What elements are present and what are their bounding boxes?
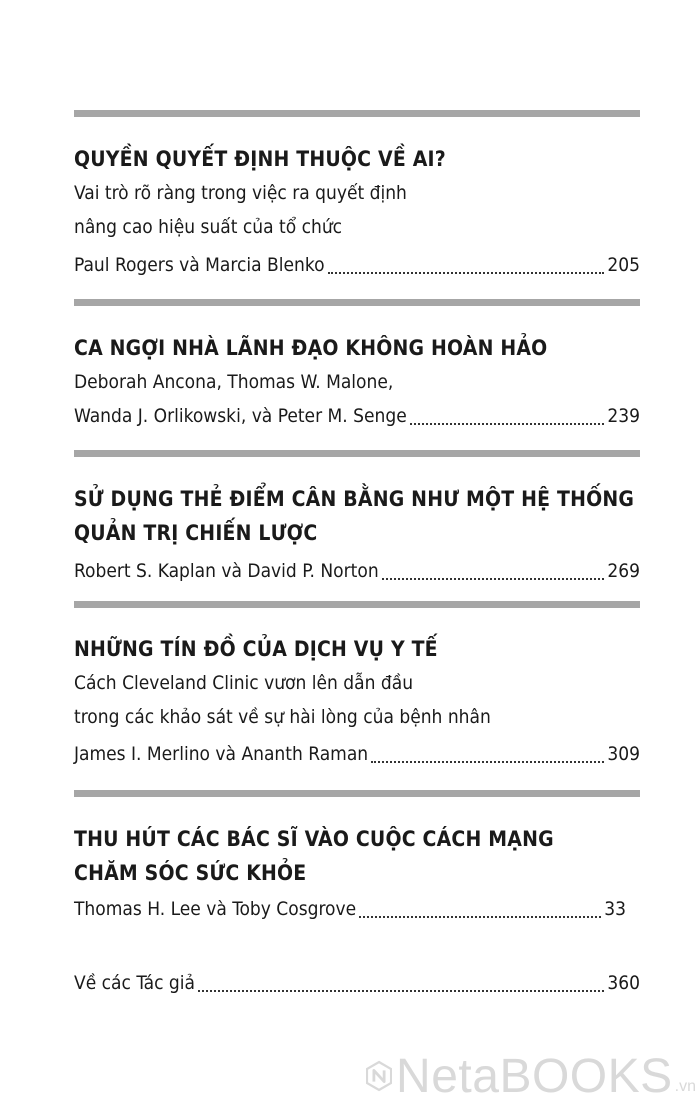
toc-entry <box>74 299 640 433</box>
entry-title: CHĂM SÓC SỨC KHỎE <box>74 861 307 885</box>
dot-leader <box>382 578 605 580</box>
section-divider <box>74 110 640 117</box>
page-number: 205 <box>607 254 640 276</box>
entry-subtitle: trong các khảo sát về sự hài lòng của bệnh nhân <box>74 706 491 728</box>
toc-line[interactable] <box>74 737 640 771</box>
dot-leader <box>198 990 604 992</box>
watermark-brand: NetaBOOKS <box>396 1049 673 1103</box>
entry-title: QUYỀN QUYẾT ĐỊNH THUỘC VỀ AI? <box>74 147 446 171</box>
netabooks-logo-icon <box>366 1044 392 1108</box>
entry-authors: Paul Rogers và Marcia Blenko <box>74 254 325 276</box>
toc-line[interactable] <box>74 399 640 433</box>
toc-line[interactable] <box>74 966 640 1000</box>
section-divider <box>74 450 640 457</box>
entry-authors: Wanda J. Orlikowski, và Peter M. Senge <box>74 405 407 427</box>
toc-entry-authors-about <box>74 966 640 1000</box>
toc-entry <box>74 601 640 771</box>
watermark-suffix: .vn <box>674 1078 696 1095</box>
section-divider <box>74 790 640 797</box>
toc-entry <box>74 790 640 926</box>
page-number: 269 <box>607 560 640 582</box>
entry-subtitle: Vai trò rõ ràng trong việc ra quyết định <box>74 182 407 204</box>
page-number: 33 <box>604 898 626 920</box>
page-number: 360 <box>607 972 640 994</box>
entry-title: CA NGỢI NHÀ LÃNH ĐẠO KHÔNG HOÀN HẢO <box>74 336 548 360</box>
entry-title: SỬ DỤNG THẺ ĐIỂM CÂN BẰNG NHƯ MỘT HỆ THỐNG <box>74 487 635 511</box>
toc-line[interactable] <box>74 892 626 926</box>
toc-entry <box>74 110 640 282</box>
toc-entry <box>74 450 640 588</box>
section-divider <box>74 601 640 608</box>
page-number: 239 <box>607 405 640 427</box>
dot-leader <box>371 761 604 763</box>
entry-title: QUẢN TRỊ CHIẾN LƯỢC <box>74 521 318 545</box>
page-number: 309 <box>607 743 640 765</box>
entry-authors: Deborah Ancona, Thomas W. Malone, <box>74 371 394 393</box>
entry-subtitle: Cách Cleveland Clinic vươn lên dẫn đầu <box>74 672 414 694</box>
entry-title: NHỮNG TÍN ĐỒ CỦA DỊCH VỤ Y TẾ <box>74 637 438 661</box>
section-divider <box>74 299 640 306</box>
entry-authors: Thomas H. Lee và Toby Cosgrove <box>74 898 357 920</box>
entry-authors: James I. Merlino và Ananth Raman <box>74 743 369 765</box>
entry-label: Về các Tác giả <box>74 972 196 994</box>
dot-leader <box>328 272 605 274</box>
entry-subtitle: nâng cao hiệu suất của tổ chức <box>74 216 343 238</box>
dot-leader <box>359 916 601 918</box>
entry-title: THU HÚT CÁC BÁC SĨ VÀO CUỘC CÁCH MẠNG <box>74 827 554 851</box>
toc-line[interactable] <box>74 248 640 282</box>
entry-authors: Robert S. Kaplan và David P. Norton <box>74 560 379 582</box>
watermark <box>366 1036 696 1116</box>
toc-line[interactable] <box>74 554 640 588</box>
dot-leader <box>410 423 605 425</box>
